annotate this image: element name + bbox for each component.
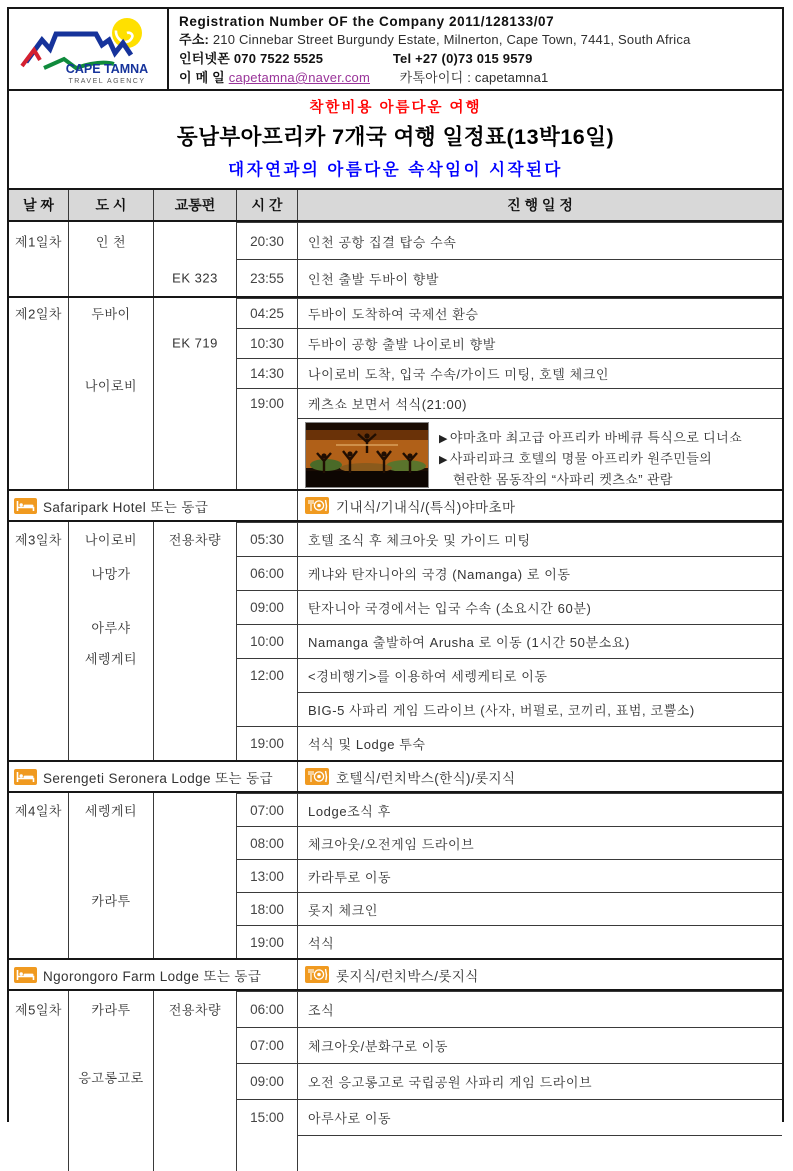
city-cell <box>69 793 154 958</box>
city-cell <box>69 522 154 760</box>
col-header-schedule: 진 행 일 정 <box>507 197 573 213</box>
time-cell: 15:00 <box>237 1100 298 1135</box>
time-cell: 10:00 <box>237 625 298 658</box>
bed-icon <box>14 498 37 514</box>
subtitle: 대자연과의 아름다운 속삭임이 시작된다 <box>228 161 563 179</box>
time-cell: 08:00 <box>237 827 298 859</box>
schedule-text: 두바이 도착하여 국제선 환승 <box>308 307 479 322</box>
schedule-row <box>237 892 782 925</box>
date-cell <box>9 298 69 489</box>
day-section <box>9 520 782 760</box>
schedule-row <box>237 624 782 658</box>
schedule-row <box>237 522 782 556</box>
schedule-row <box>237 1135 782 1171</box>
transport-label: EK 323 <box>172 270 218 285</box>
time-cell <box>237 418 298 489</box>
city-label: 나망가 <box>91 566 131 582</box>
schedule-text: 호텔 조식 후 체크아웃 및 가이드 미팅 <box>308 533 531 548</box>
time-cell: 20:30 <box>237 223 298 259</box>
time-cell: 23:55 <box>237 260 298 296</box>
transport-label: EK 719 <box>172 335 218 351</box>
bed-icon <box>14 967 37 983</box>
city-cell <box>69 991 154 1171</box>
time-cell: 07:00 <box>237 1028 298 1063</box>
time-cell: 14:30 <box>237 359 298 388</box>
schedule-text: Lodge조식 후 <box>308 803 391 819</box>
time-cell <box>237 1135 298 1171</box>
tagline: 착한비용 아름다운 여행 <box>309 100 482 116</box>
schedule-text: 오전 응고롱고로 국립공원 사파리 게임 드라이브 <box>308 1075 593 1090</box>
schedule-row <box>237 692 782 726</box>
city-cell <box>69 222 154 296</box>
bullet-line: ▶ 야마쵸마 최고급 아프리카 바베큐 특식으로 디너쇼 <box>439 430 743 445</box>
schedule-row <box>237 658 782 692</box>
schedule-row <box>237 222 782 259</box>
time-cell: 13:00 <box>237 860 298 892</box>
time-cell: 09:00 <box>237 1064 298 1099</box>
date-cell <box>9 522 69 760</box>
meals-cell <box>298 960 782 989</box>
document-page <box>7 7 784 1126</box>
schedule-row <box>237 388 782 418</box>
cape-tamna-logo-graphic <box>14 12 162 86</box>
hotel-meal-row <box>9 489 782 520</box>
company-logo <box>9 9 169 89</box>
show-row <box>237 418 782 489</box>
date-cell <box>9 793 69 958</box>
schedule-text: 조식 <box>308 1003 335 1018</box>
table-header-row <box>9 190 782 220</box>
schedule-row <box>237 590 782 624</box>
schedule-text: 인천 공항 집결 탑승 수속 <box>308 234 457 250</box>
schedule-text: 석식 및 Lodge 투숙 <box>308 737 426 752</box>
hotel-meal-row <box>9 760 782 791</box>
schedule-row <box>237 1099 782 1135</box>
date-cell <box>9 991 69 1171</box>
bullet-line: ▶ 사파리파크 호텔의 명물 아프리카 원주민들의 <box>439 451 713 466</box>
schedule-row <box>237 1027 782 1063</box>
transport-cell <box>154 991 237 1171</box>
triangle-bullet-icon: ▶ <box>439 433 448 445</box>
meals-cell <box>298 491 782 520</box>
city-label: 세렝게티 <box>84 651 138 667</box>
schedule-row <box>237 556 782 590</box>
schedule-text <box>298 1135 782 1171</box>
hotel-cell <box>9 960 298 989</box>
time-cell: 06:00 <box>237 557 298 590</box>
transport-cell <box>154 793 237 958</box>
city-label: 세렝게티 <box>84 803 138 818</box>
day-label: 제3일차 <box>15 532 62 548</box>
schedule-text: 두바이 공항 출발 나이로비 향발 <box>308 337 496 352</box>
time-cell: 19:00 <box>237 389 298 418</box>
company-header <box>9 9 782 91</box>
svg-text:TRAVEL AGENCY: TRAVEL AGENCY <box>68 78 146 85</box>
company-info <box>169 9 782 89</box>
page-title: 동남부아프리카 7개국 여행 일정표(13박16일) <box>176 125 615 149</box>
hotel-cell <box>9 491 298 520</box>
transport-cell <box>154 522 237 760</box>
time-cell: 05:30 <box>237 523 298 556</box>
hotel-meal-row <box>9 958 782 989</box>
time-cell: 19:00 <box>237 727 298 760</box>
registration-number: Registration Number OF the Company 2011/128133/07 <box>179 14 555 29</box>
triangle-bullet-icon: ▶ <box>439 454 448 466</box>
time-cell: 19:00 <box>237 926 298 958</box>
schedule-text: 체크아웃/분화구로 이동 <box>308 1039 449 1054</box>
schedule-text: 인천 출발 두바이 향발 <box>308 271 440 287</box>
meals-text: 호텔식/런치박스(한식)/롯지식 <box>336 770 516 786</box>
meal-icon <box>305 497 329 514</box>
schedule-text: <경비행기>를 이용하여 세렝케티로 이동 <box>308 669 548 684</box>
schedule-text: 석식 <box>308 935 335 951</box>
schedule-row <box>237 859 782 892</box>
company-address: 주소: 210 Cinnebar Street Burgundy Estate, Milnerton, Cape Town, 7441, South Africa <box>179 32 691 47</box>
phone-line: 인터넷폰 070 7522 5525 Tel +27 (0)73 015 9579 <box>179 51 533 66</box>
hotel-name: Safaripark Hotel 또는 동급 <box>43 499 209 515</box>
transport-label: 전용차량 <box>168 532 222 548</box>
city-label: 카라투 <box>91 893 131 909</box>
day-section <box>9 791 782 958</box>
time-cell: 06:00 <box>237 992 298 1027</box>
title-block <box>9 91 782 190</box>
meals-cell <box>298 762 782 791</box>
schedule-row <box>237 358 782 388</box>
schedule-row <box>237 259 782 296</box>
day-section <box>9 296 782 489</box>
schedule-row <box>237 726 782 760</box>
col-header-city: 도 시 <box>69 190 154 220</box>
time-cell: 07:00 <box>237 794 298 826</box>
day-label: 제2일차 <box>15 306 62 322</box>
transport-label: 전용차량 <box>168 1002 222 1018</box>
schedule-row <box>237 991 782 1027</box>
schedule-text: 케냐와 탄자니아의 국경 (Namanga) 로 이동 <box>308 567 571 582</box>
meals-text: 롯지식/런치박스/롯지식 <box>336 968 479 984</box>
schedule-text: 체크아웃/오전게임 드라이브 <box>308 836 475 852</box>
bullet-line: 현란한 몸동작의 “사파리 켓츠쇼” 관람 <box>453 472 673 487</box>
schedule-text: 나이로비 도착, 입국 수속/가이드 미팅, 호텔 체크인 <box>308 367 610 382</box>
time-cell: 10:30 <box>237 329 298 358</box>
city-label: 나이로비 <box>84 532 138 548</box>
meal-icon <box>305 966 329 983</box>
schedule-text: 롯지 체크인 <box>308 902 379 918</box>
hotel-name: Ngorongoro Farm Lodge 또는 동급 <box>43 968 262 984</box>
city-label: 두바이 <box>91 306 131 322</box>
city-cell <box>69 298 154 489</box>
day-label: 제1일차 <box>15 234 62 249</box>
show-detail-cell <box>298 418 782 489</box>
schedule-text: 아루사로 이동 <box>308 1111 392 1126</box>
schedule-row <box>237 1063 782 1099</box>
schedule-row <box>237 328 782 358</box>
meals-text: 기내식/기내식/(특식)야마초마 <box>336 499 516 515</box>
city-label: 카라투 <box>91 1002 131 1018</box>
time-cell: 04:25 <box>237 299 298 328</box>
time-cell <box>237 692 298 726</box>
meal-icon <box>305 768 329 785</box>
email-link[interactable]: capetamna@naver.com <box>228 70 371 85</box>
city-label: 인 천 <box>95 234 127 249</box>
schedule-row <box>237 298 782 328</box>
city-label: 아루샤 <box>91 620 131 636</box>
col-header-date: 날 짜 <box>9 190 69 220</box>
city-label: 나이로비 <box>84 378 138 394</box>
time-cell: 09:00 <box>237 591 298 624</box>
schedule-text: 케츠쇼 보면서 석식(21:00) <box>308 397 468 412</box>
transport-cell <box>154 298 237 489</box>
day-label: 제4일차 <box>15 803 62 818</box>
time-cell: 12:00 <box>237 659 298 692</box>
show-bullets <box>439 422 742 490</box>
itinerary-table-body <box>9 220 782 1171</box>
day-section <box>9 220 782 296</box>
schedule-text: BIG-5 사파리 게임 드라이브 (사자, 버펄로, 코끼리, 표범, 코뿔소) <box>298 692 782 726</box>
col-header-time: 시 간 <box>237 190 298 220</box>
city-label: 응고롱고로 <box>78 1070 144 1086</box>
schedule-text: Namanga 출발하여 Arusha 로 이동 (1시간 50분소요) <box>308 635 630 650</box>
transport-cell <box>154 222 237 296</box>
time-cell: 18:00 <box>237 893 298 925</box>
day-section <box>9 989 782 1171</box>
hotel-name: Serengeti Seronera Lodge 또는 동급 <box>43 770 274 786</box>
schedule-text: 카라투로 이동 <box>308 869 392 885</box>
day-label: 제5일차 <box>15 1002 62 1018</box>
col-header-transport: 교통편 <box>154 190 237 220</box>
email-line: 이 메 일 capetamna@naver.com 카톡아이디 : capetamna1 <box>179 70 549 85</box>
schedule-row <box>237 925 782 958</box>
svg-text:CAPE TAMNA: CAPE TAMNA <box>65 62 149 76</box>
hotel-cell <box>9 762 298 791</box>
bed-icon <box>14 769 37 785</box>
schedule-text: 탄자니아 국경에서는 입국 수속 (소요시간 60분) <box>308 601 592 616</box>
date-cell <box>9 222 69 296</box>
safari-cats-show-photo <box>305 422 429 488</box>
schedule-row <box>237 793 782 826</box>
schedule-row <box>237 826 782 859</box>
